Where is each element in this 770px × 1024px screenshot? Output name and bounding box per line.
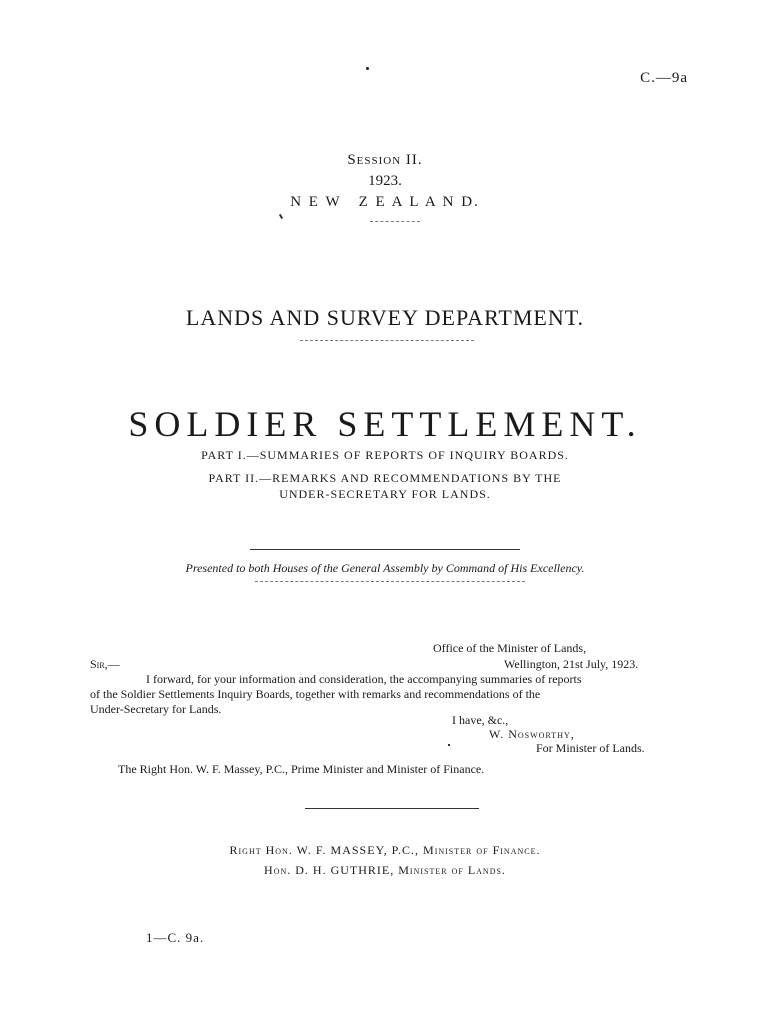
office-line: Office of the Minister of Lands, <box>433 641 587 655</box>
signature: W. Nosworthy, <box>489 727 575 741</box>
letter-body-line: of the Soldier Settlements Inquiry Boards, together with remarks and recommendations of the <box>90 687 541 701</box>
footer-reference: 1—C. 9a. <box>146 930 205 945</box>
main-title: SOLDIER SETTLEMENT. <box>128 404 642 444</box>
letter-date: Wellington, 21st July, 1923. <box>504 657 639 671</box>
letter-body-line: I forward, for your information and consideration, the accompanying summaries of reports <box>146 672 582 686</box>
department-heading: LANDS AND SURVEY DEPARTMENT. <box>185 305 585 330</box>
country-label: N E W Z E A L A N D. <box>290 194 480 210</box>
subtitle-part-1: PART I.—SUMMARIES OF REPORTS OF INQUIRY BOARDS. <box>201 448 569 462</box>
divider <box>255 581 525 582</box>
salutation: Sir,— <box>90 657 120 671</box>
subtitle-part-2: PART II.—REMARKS AND RECOMMENDATIONS BY THE <box>208 471 562 485</box>
print-speck <box>448 744 450 746</box>
subtitle-part-2-continued: UNDER-SECRETARY FOR LANDS. <box>279 487 491 501</box>
divider <box>250 549 520 550</box>
document-reference: C.—9a <box>640 70 688 86</box>
print-speck <box>366 67 369 70</box>
minister-line-finance: Right Hon. W. F. MASSEY, P.C., Minister of Finance. <box>229 843 541 857</box>
session-label: Session II. <box>347 152 423 168</box>
letter-body-line: Under-Secretary for Lands. <box>90 702 222 716</box>
divider <box>300 340 474 341</box>
divider <box>305 808 479 809</box>
divider <box>370 221 420 222</box>
print-speck <box>279 214 283 219</box>
signatory-role: For Minister of Lands. <box>536 741 645 755</box>
year-label: 1923. <box>368 173 402 189</box>
letter-closing: I have, &c., <box>452 713 509 727</box>
addressee-line: The Right Hon. W. F. Massey, P.C., Prime Minister and Minister of Finance. <box>118 762 485 776</box>
presented-statement: Presented to both Houses of the General Assembly by Command of His Excellency. <box>185 561 585 575</box>
minister-line-lands: Hon. D. H. GUTHRIE, Minister of Lands. <box>264 863 506 877</box>
